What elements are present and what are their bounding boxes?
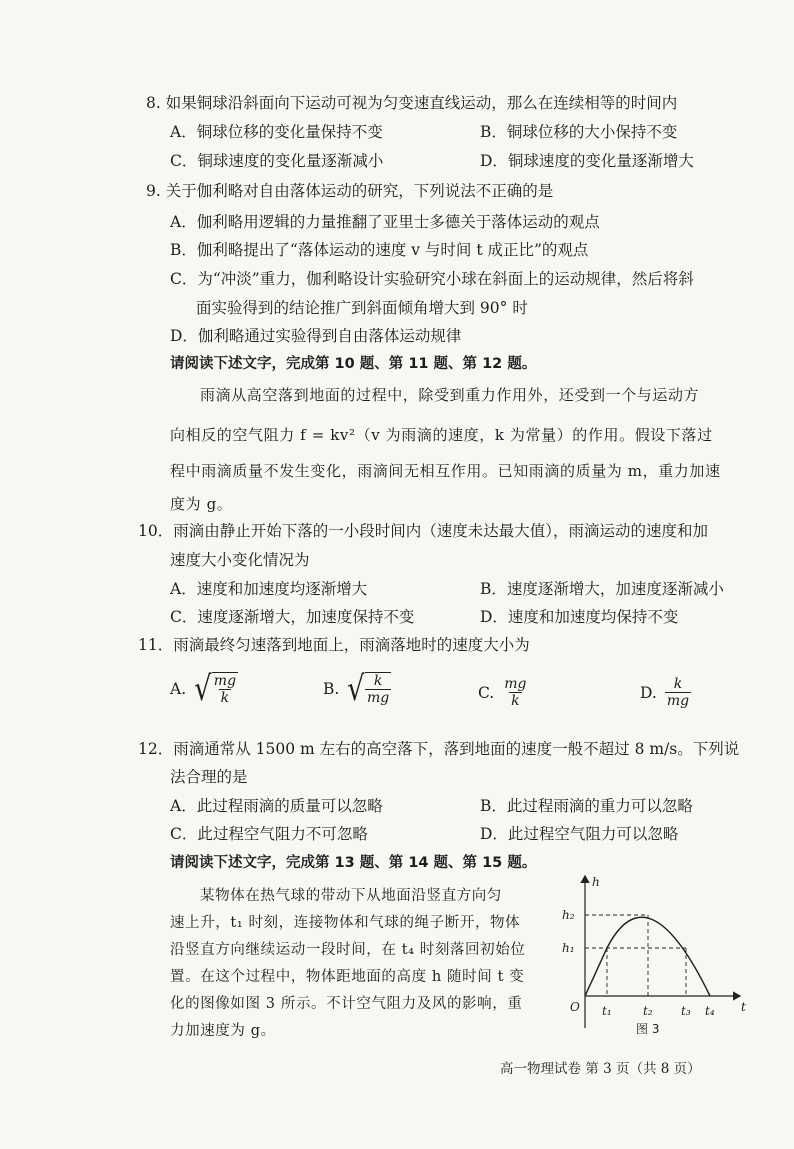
q8-stem: 8. 如果铜球沿斜面向下运动可视为匀变速直线运动，那么在连续相等的时间内 <box>146 94 678 112</box>
q11-option-c-fraction <box>502 676 528 709</box>
q10-option-d: D．速度和加速度均保持不变 <box>480 608 679 626</box>
q10-stem-line2: 速度大小变化情况为 <box>170 551 310 569</box>
q11-option-b-sqrt: √ $\frac{k}{mg}$ <box>347 669 390 710</box>
reading2-line5: 化的图像如图 3 所示。不计空气阻力及风的影响，重 <box>170 996 523 1012</box>
h1-label: h₁ <box>562 941 575 955</box>
q11-option-a-numerator: mg <box>213 673 237 689</box>
q8-option-d: D．铜球速度的变化量逐渐增大 <box>480 152 694 170</box>
q11-option-a-label: A. <box>170 680 187 699</box>
x-axis-label: t <box>741 1000 746 1014</box>
reading2-line2: 速上升，t₁ 时刻，连接物体和气球的绳子断开，物体 <box>170 915 521 931</box>
reading2-title: 请阅读下述文字，完成第 13 题、第 14 题、第 15 题。 <box>170 855 537 871</box>
q10-stem-line1: 10．雨滴由静止开始下落的一小段时间内（速度未达最大值），雨滴运动的速度和加 <box>138 522 708 540</box>
q8-option-a: A．铜球位移的变化量保持不变 <box>170 123 383 141</box>
q9-option-a: A．伽利略用逻辑的力量推翻了亚里士多德关于落体运动的观点 <box>170 213 600 231</box>
h2-label: h₂ <box>562 908 575 922</box>
q11-option-a <box>170 669 238 710</box>
reading2-line4: 置。在这个过程中，物体距地面的高度 h 随时间 t 变 <box>170 969 525 985</box>
q11-option-a-denominator: k <box>220 690 230 707</box>
q11-option-b-label: B. <box>323 680 340 699</box>
reading1-line3: 程中雨滴质量不发生变化，雨滴间无相互作用。已知雨滴的质量为 m，重力加速 <box>170 462 721 480</box>
t1-label: t₁ <box>602 1004 612 1018</box>
q11-option-c-numerator: mg <box>504 676 527 692</box>
q11-option-d-denominator: mg <box>666 693 690 710</box>
t3-label: t₃ <box>681 1004 691 1018</box>
q11-option-b <box>323 669 391 710</box>
q9-option-c-line2: 面实验得到的结论推广到斜面倾角增大到 90° 时 <box>196 299 528 317</box>
q11-option-a-sqrt: √ $\frac{mg}{k}$ <box>194 669 237 710</box>
q10-option-c: C．速度逐渐增大，加速度保持不变 <box>170 608 415 626</box>
y-axis-label: h <box>592 875 600 889</box>
reading1-line1: 雨滴从高空落到地面的过程中，除受到重力作用外，还受到一个与运动方 <box>200 386 700 404</box>
origin-label: O <box>570 1000 580 1014</box>
q8-option-b: B．铜球位移的大小保持不变 <box>480 123 678 141</box>
reading1-title: 请阅读下述文字，完成第 10 题、第 11 题、第 12 题。 <box>170 356 537 372</box>
q9-option-b: B．伽利略提出了“落体运动的速度 v 与时间 t 成正比”的观点 <box>170 241 589 259</box>
q8-option-c: C．铜球速度的变化量逐渐减小 <box>170 152 384 170</box>
q11-option-c-label: C. <box>478 683 495 702</box>
q9-option-c-line1: C．为“冲淡”重力，伽利略设计实验研究小球在斜面上的运动规律，然后将斜 <box>170 270 694 288</box>
q11-option-c-denominator: k <box>511 693 520 710</box>
q11-stem: 11．雨滴最终匀速落到地面上，雨滴落地时的速度大小为 <box>138 636 530 654</box>
figure-caption: 图 3 <box>636 1022 660 1036</box>
q11-option-d-numerator: k <box>673 676 683 692</box>
q12-option-c: C．此过程空气阻力不可忽略 <box>170 825 368 843</box>
reading2-line1: 某物体在热气球的带动下从地面沿竖直方向匀 <box>200 888 502 904</box>
reading1-line4: 度为 g。 <box>170 495 233 513</box>
q11-option-b-denominator: mg <box>367 690 390 707</box>
q9-stem: 9. 关于伽利略对自由落体运动的研究，下列说法不正确的是 <box>146 182 554 200</box>
q11-option-b-numerator: k <box>373 673 383 689</box>
q12-option-b: B．此过程雨滴的重力可以忽略 <box>480 797 693 815</box>
q12-option-a: A．此过程雨滴的质量可以忽略 <box>170 797 383 815</box>
figure-3-graph <box>560 868 760 1038</box>
t2-label: t₂ <box>643 1004 653 1018</box>
q12-stem-line2: 法合理的是 <box>170 768 248 786</box>
q10-option-b: B．速度逐渐增大，加速度逐渐减小 <box>480 580 724 598</box>
t4-label: t₄ <box>705 1004 715 1018</box>
q10-option-a: A．速度和加速度均逐渐增大 <box>170 580 368 598</box>
reading1-line2: 向相反的空气阻力 f = kv²（v 为雨滴的速度，k 为常量）的作用。假设下落过 <box>170 426 713 444</box>
q11-option-d <box>640 676 691 709</box>
q11-option-c <box>478 676 528 709</box>
reading2-line6: 力加速度为 g。 <box>170 1023 276 1039</box>
q9-option-d: D．伽利略通过实验得到自由落体运动规律 <box>170 327 462 345</box>
reading2-line3: 沿竖直方向继续运动一段时间，在 t₄ 时刻落回初始位 <box>170 942 526 958</box>
q11-option-d-fraction <box>665 676 691 709</box>
q11-option-d-label: D. <box>640 683 657 702</box>
page-footer: 高一物理试卷 第 3 页（共 8 页） <box>500 1061 701 1077</box>
height-curve <box>585 917 710 996</box>
q12-option-d: D．此过程空气阻力可以忽略 <box>480 825 679 843</box>
q12-stem-line1: 12．雨滴通常从 1500 m 左右的高空落下，落到地面的速度一般不超过 8 m/s。下列说 <box>138 740 740 758</box>
